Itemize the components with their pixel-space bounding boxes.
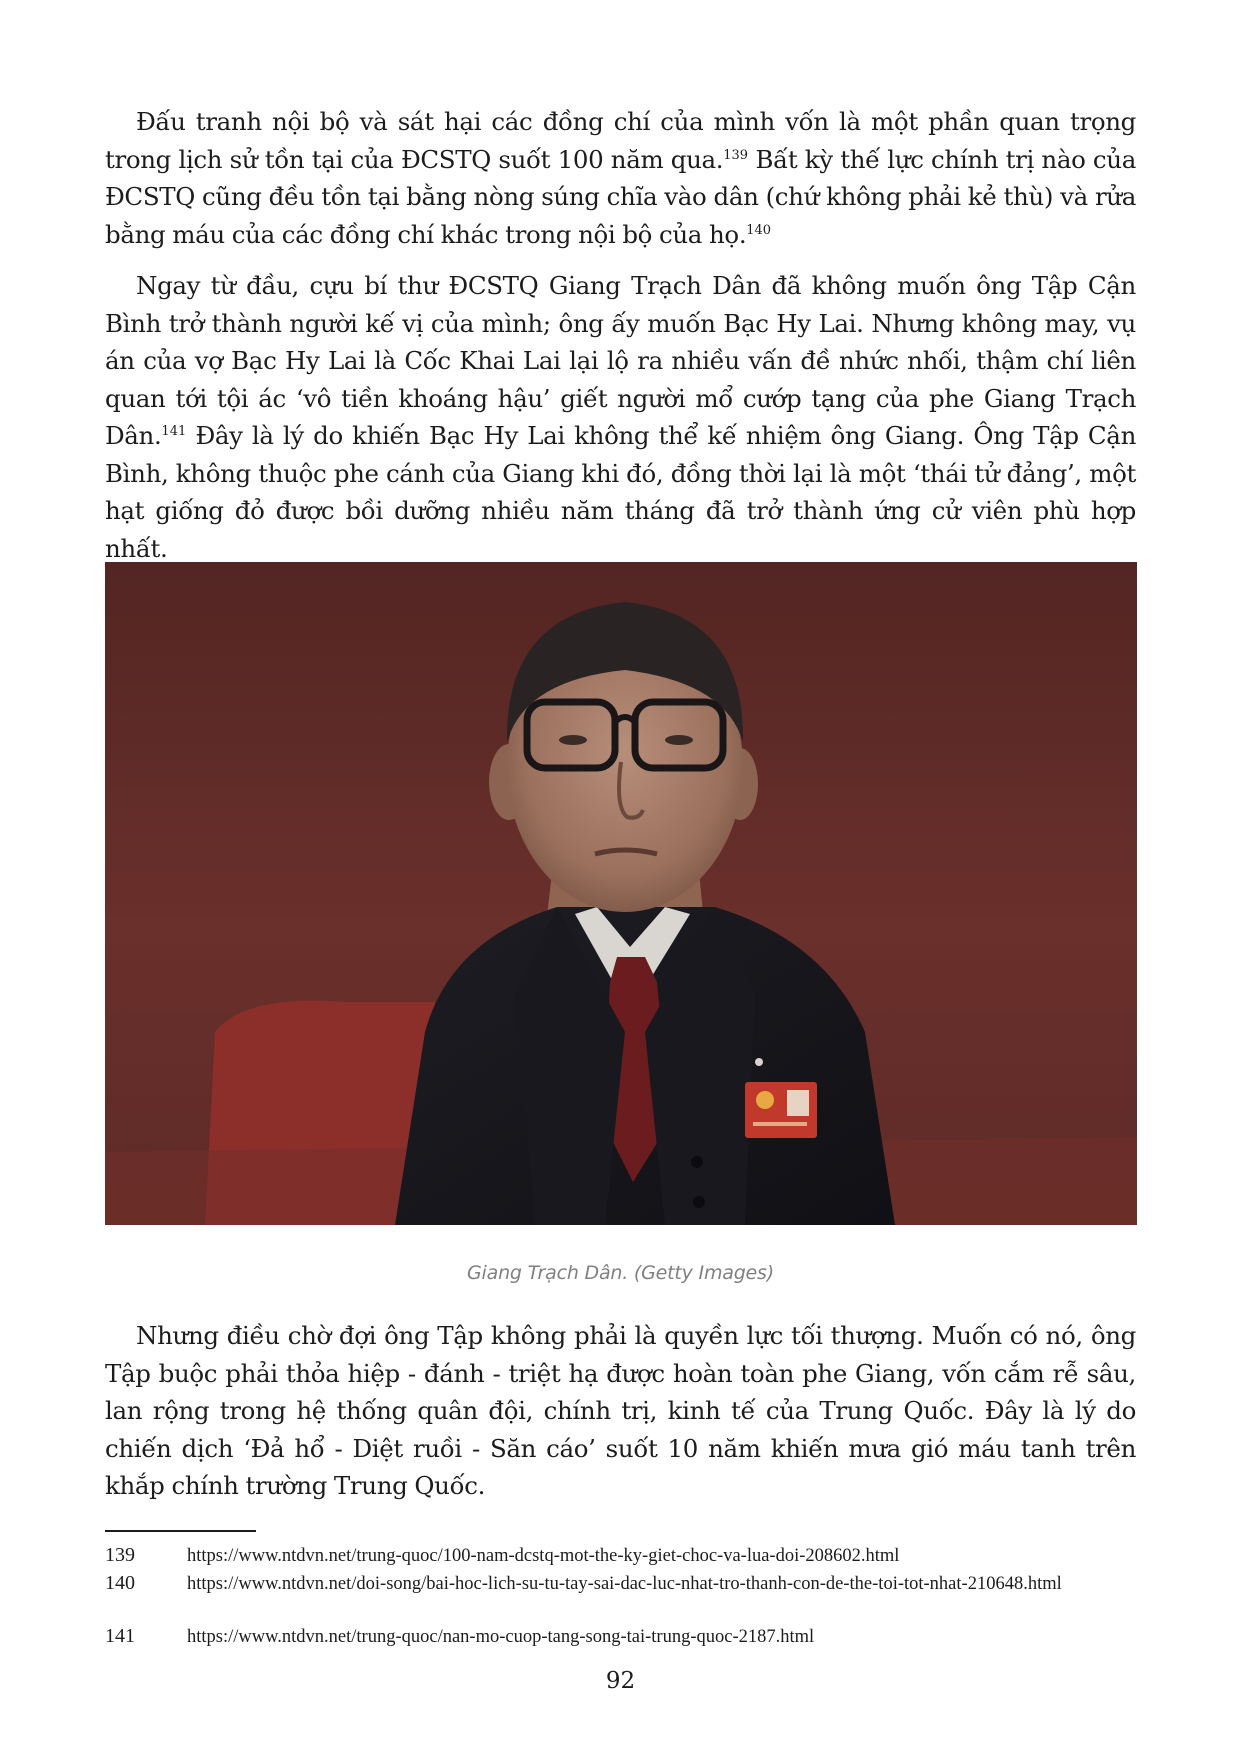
footnote-link[interactable]: https://www.ntdvn.net/doi-song/bai-hoc-lich-su-tu-tay-sai-dac-luc-nhat-tro-thanh-con-de-the-toi-tot-nhat-210648.html <box>187 1574 1062 1594</box>
footnote-link[interactable]: https://www.ntdvn.net/trung-quoc/100-nam-dcstq-mot-the-ky-giet-choc-va-lua-doi-208602.html <box>187 1546 900 1566</box>
portrait-photo <box>105 562 1137 1225</box>
body-paragraph-3: Nhưng điều chờ đợi ông Tập không phải là quyền lực tối thượng. Muốn có nó, ông Tập buộc phải thỏa hiệp - đánh - triệt hạ được hoàn toàn phe Giang, vốn cắm rễ sâu, lan rộng trong hệ thống quân đội, chính trị, kinh tế của Trung Quốc. Đây là lý do chiến dịch ‘Đả hổ - Diệt ruồi - Săn cáo’ suốt 10 năm khiến mưa gió máu tanh trên khắp chính trường Trung Quốc. <box>105 1321 1136 1500</box>
paragraph-text: Bất kỳ thế lực chính trị nào của ĐCSTQ cũng đều tồn tại bằng nòng súng chĩa vào dân (chứ không phải kẻ thù) và rửa bằng máu của các đồng chí khác trong nội bộ của họ. <box>105 144 1136 249</box>
footnote-140 <box>105 1571 1115 1597</box>
paragraph-text: Đấu tranh nội bộ và sát hại các đồng chí của mình vốn là một phần quan trọng trong lịch sử tồn tại của ĐCSTQ suốt 100 năm qua. <box>105 107 1136 174</box>
footnote-ref-141[interactable]: 141 <box>161 424 187 439</box>
body-paragraph-1 <box>105 103 1136 253</box>
footnote-139 <box>105 1543 1115 1569</box>
figure-caption: Giang Trạch Dân. (Getty Images) <box>467 1262 774 1284</box>
footnote-141 <box>105 1624 1115 1650</box>
footnote-number: 141 <box>105 1625 135 1647</box>
footnote-link[interactable]: https://www.ntdvn.net/trung-quoc/nan-mo-cuop-tang-song-tai-trung-quoc-2187.html <box>187 1627 815 1647</box>
footnote-ref-139[interactable]: 139 <box>723 147 749 163</box>
paragraph-text: Ngay từ đầu, cựu bí thư ĐCSTQ Giang Trạch Dân đã không muốn ông Tập Cận Bình trở thành người kế vị của mình; ông ấy muốn Bạc Hy Lai. Nhưng không may, vụ án của vợ Bạc Hy Lai là Cốc Khai Lai lại lộ ra nhiều vấn đề nhức nhối, thậm chí liên quan tới tội ác ‘vô tiền khoáng hậu’ giết người mổ cướp tạng của phe Giang Trạch Dân. <box>105 271 1136 450</box>
footnote-number: 139 <box>105 1544 135 1566</box>
body-paragraph-2 <box>105 267 1136 567</box>
footnote-ref-140[interactable]: 140 <box>746 222 772 238</box>
footnote-number: 140 <box>105 1572 135 1594</box>
page-number: 92 <box>605 1668 636 1694</box>
paragraph-text: Đây là lý do khiến Bạc Hy Lai không thể kế nhiệm ông Giang. Ông Tập Cận Bình, không thuộc phe cánh của Giang khi đó, đồng thời lại là một ‘thái tử đảng’, một hạt giống đỏ được bồi dưỡng nhiều năm tháng đã trở thành ứng cử viên phù hợp nhất. <box>105 421 1136 563</box>
footnote-separator <box>105 1530 256 1532</box>
